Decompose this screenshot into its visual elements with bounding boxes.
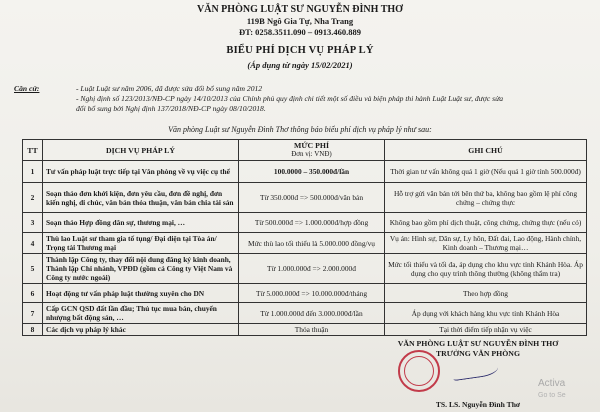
- header-fee-label: MỨC PHÍ: [293, 141, 329, 150]
- activation-watermark-sub: Go to Se: [538, 392, 566, 399]
- row-fee: Từ 5.000.000đ => 10.000.000đ/tháng: [239, 284, 385, 303]
- header-tt: TT: [23, 140, 43, 161]
- row-number: 1: [23, 161, 43, 183]
- signature-block: [368, 339, 588, 359]
- row-fee: Từ 1.000.000đ đến 3.000.000đ/lần: [239, 303, 385, 324]
- signature-role: TRƯỞNG VĂN PHÒNG: [435, 349, 521, 358]
- row-service: Tư vấn pháp luật trực tiếp tại Văn phòng về vụ việc cụ thể: [43, 161, 239, 183]
- row-fee: Từ 350.000đ => 500.000đ/văn bản: [239, 183, 385, 213]
- row-service: Thù lao Luật sư tham gia tố tụng/ Đại diện tại Tòa án/ Trọng tài Thương mại: [43, 233, 239, 254]
- table-row: [23, 254, 587, 284]
- legal-basis-label: Căn cứ:: [14, 84, 40, 93]
- effective-date: (Áp dụng từ ngày 15/02/2021): [247, 60, 353, 70]
- legal-basis-item: - Nghị định số 123/2013/NĐ-CP ngày 14/10/2013 của Chính phủ quy định chi tiết một số điều và biện pháp thi hành Luật Luật sư, được sửa: [76, 94, 504, 103]
- row-number: 7: [23, 303, 43, 324]
- row-note: Theo hợp đồng: [385, 284, 587, 303]
- legal-basis-item: - Luật Luật sư năm 2006, đã được sửa đổi bổ sung năm 2012: [76, 84, 263, 93]
- row-note: Vụ án: Hình sự, Dân sự, Ly hôn, Đất đai, Lao động, Hành chính, Kinh doanh – Thương mại…: [385, 233, 587, 254]
- row-note: Hỗ trợ gửi văn bản tới bên thứ ba, không bao gồm lệ phí công chứng – chứng thực: [385, 183, 587, 213]
- office-phone: ĐT: 0258.3511.090 – 0913.460.889: [239, 27, 361, 37]
- table-row: [23, 161, 587, 183]
- row-fee: Thỏa thuận: [239, 324, 385, 336]
- row-service: Soạn thảo đơn khởi kiện, đơn yêu cầu, đơn đề nghị, đơn kiến nghị, di chúc, văn bản thỏa thuận, văn bản chia tài sản: [43, 183, 239, 213]
- intro-text: Văn phòng Luật sư Nguyễn Đình Thơ thông báo biểu phí dịch vụ pháp lý như sau:: [168, 125, 432, 134]
- row-number: 6: [23, 284, 43, 303]
- table-row: [23, 284, 587, 303]
- office-address: 119B Ngô Gia Tự, Nha Trang: [246, 16, 354, 26]
- table-row: [23, 213, 587, 233]
- fee-table: [22, 139, 587, 336]
- row-number: 3: [23, 213, 43, 233]
- row-fee: Từ 500.000đ => 1.000.000đ/hợp đồng: [239, 213, 385, 233]
- row-service: Thành lập Công ty, thay đổi nội dung đăng ký kinh doanh, Thành lập Chi nhánh, VPĐD (gồm cả Công ty Việt Nam và Công ty nước ngoài): [43, 254, 239, 284]
- row-note: Thời gian tư vấn không quá 1 giờ (Nếu quá 1 giờ tính 500.000đ): [385, 161, 587, 183]
- row-note: Không bao gồm phí dịch thuật, công chứng, chứng thực (nếu có): [385, 213, 587, 233]
- header-note: GHI CHÚ: [385, 140, 587, 161]
- document-title: BIỂU PHÍ DỊCH VỤ PHÁP LÝ: [226, 45, 374, 56]
- row-number: 5: [23, 254, 43, 284]
- row-note: Mức tối thiểu và tối đa, áp dụng cho khu vực tỉnh Khánh Hòa. Áp dụng cho quy trình thông thường (không thẩm tra): [385, 254, 587, 284]
- row-service: Soạn thảo Hợp đồng dân sự, thương mại, …: [43, 213, 239, 233]
- row-fee: Từ 1.000.000đ => 2.000.000đ: [239, 254, 385, 284]
- header-fee-unit: Đơn vị: VNĐ): [291, 150, 332, 158]
- table-row: [23, 303, 587, 324]
- table-row: [23, 233, 587, 254]
- row-number: 2: [23, 183, 43, 213]
- table-row: [23, 183, 587, 213]
- row-note: Tại thời điểm tiếp nhận vụ việc: [385, 324, 587, 336]
- row-number: 8: [23, 324, 43, 336]
- header-service: DỊCH VỤ PHÁP LÝ: [43, 140, 239, 161]
- activation-watermark: Activa: [538, 378, 566, 389]
- row-number: 4: [23, 233, 43, 254]
- row-service: Các dịch vụ pháp lý khác: [43, 324, 239, 336]
- official-seal-icon: [398, 350, 440, 392]
- table-header-row: [23, 140, 587, 161]
- office-name: VĂN PHÒNG LUẬT SƯ NGUYỄN ĐÌNH THƠ: [197, 4, 403, 15]
- header-fee: [239, 140, 385, 161]
- row-fee: 100.0000 – 350.000đ/lần: [239, 161, 385, 183]
- table-row: [23, 324, 587, 336]
- legal-basis-item: đổi bổ sung bởi Nghị định 137/2018/NĐ-CP ngày 08/10/2018.: [76, 104, 266, 113]
- row-service: Hoạt động tư vấn pháp luật thường xuyên cho DN: [43, 284, 239, 303]
- row-fee: Mức thù lao tối thiểu là 5.000.000 đồng/vụ: [239, 233, 385, 254]
- row-note: Áp dụng với khách hàng khu vực tỉnh Khánh Hòa: [385, 303, 587, 324]
- row-service: Cấp GCN QSD đất lần đầu; Thủ tục mua bán, chuyển nhượng bất động sản, …: [43, 303, 239, 324]
- signature-office: VĂN PHÒNG LUẬT SƯ NGUYỄN ĐÌNH THƠ: [397, 339, 559, 348]
- signer-name: TS. LS. Nguyễn Đình Thơ: [435, 400, 521, 409]
